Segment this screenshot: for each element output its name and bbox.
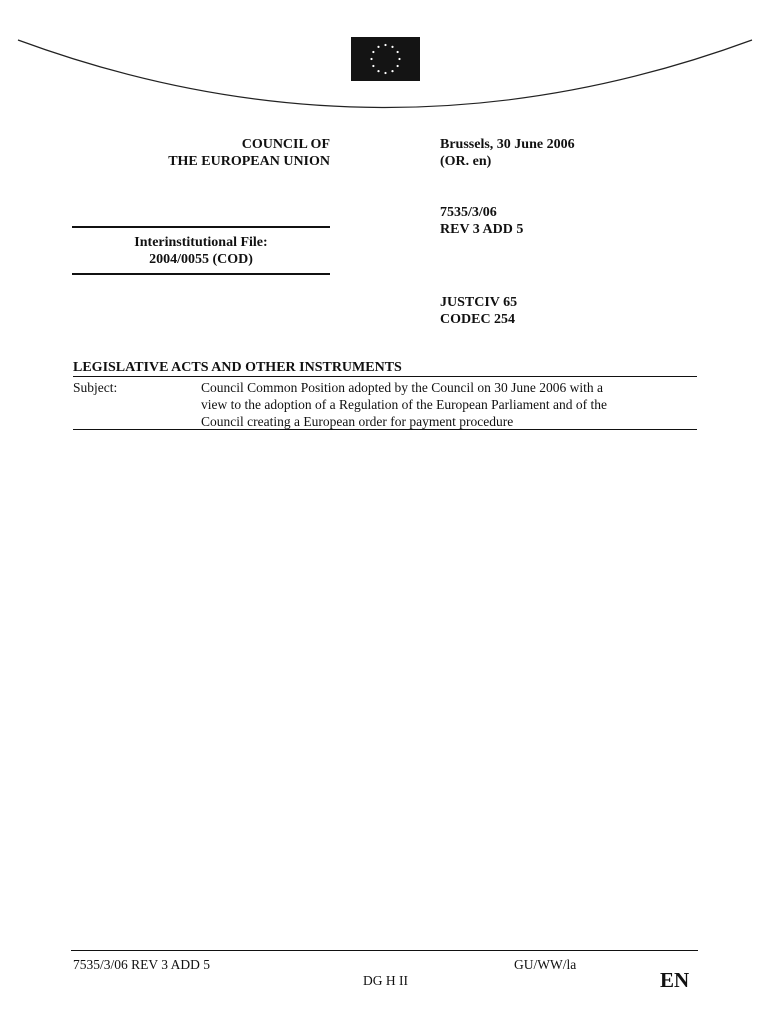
footer-language: EN	[660, 968, 690, 992]
code-codec: CODEC 254	[440, 312, 516, 327]
reference-block	[440, 204, 523, 238]
original-language: (OR. en)	[440, 154, 492, 169]
flag-star	[397, 51, 399, 53]
subject-line1: Council Common Position adopted by the Council on 30 June 2006 with a	[201, 380, 603, 395]
footer-doc-ref: 7535/3/06 REV 3 ADD 5	[73, 957, 211, 972]
divider	[73, 376, 697, 377]
eu-flag-icon	[351, 37, 420, 81]
flag-star	[397, 65, 399, 67]
document-date: Brussels, 30 June 2006	[440, 137, 575, 152]
document-number: 7535/3/06	[440, 205, 497, 220]
eu-stars	[351, 37, 420, 81]
flag-star	[384, 44, 386, 46]
interinstitutional-label: Interinstitutional File:	[134, 235, 268, 250]
date-block	[440, 136, 575, 170]
codes-block	[440, 294, 517, 328]
subject-line3: Council creating a European order for payment procedure	[201, 414, 514, 429]
council-line1: COUNCIL OF	[241, 137, 330, 152]
divider	[73, 429, 697, 430]
flag-star	[391, 70, 393, 72]
council-line2: THE EUROPEAN UNION	[168, 154, 330, 169]
footer-divider	[71, 950, 698, 951]
subject-text	[201, 379, 697, 430]
section-title: LEGISLATIVE ACTS AND OTHER INSTRUMENTS	[73, 360, 402, 375]
flag-star	[370, 58, 372, 60]
interinstitutional-number: 2004/0055 (COD)	[149, 252, 253, 267]
interinstitutional-file	[72, 226, 330, 275]
footer-directorate: DG H II	[363, 973, 408, 988]
subject-line2: view to the adoption of a Regulation of the European Parliament and of the	[201, 397, 608, 412]
code-justciv: JUSTCIV 65	[440, 295, 518, 310]
flag-star	[372, 51, 374, 53]
flag-star	[372, 65, 374, 67]
flag-star	[398, 58, 400, 60]
flag-star	[391, 46, 393, 48]
footer-initials: GU/WW/la	[514, 957, 577, 972]
flag-star	[384, 72, 386, 74]
council-name	[100, 136, 330, 170]
subject-label: Subject:	[73, 380, 118, 395]
flag-star	[377, 70, 379, 72]
revision-number: REV 3 ADD 5	[440, 222, 524, 237]
flag-star	[377, 46, 379, 48]
